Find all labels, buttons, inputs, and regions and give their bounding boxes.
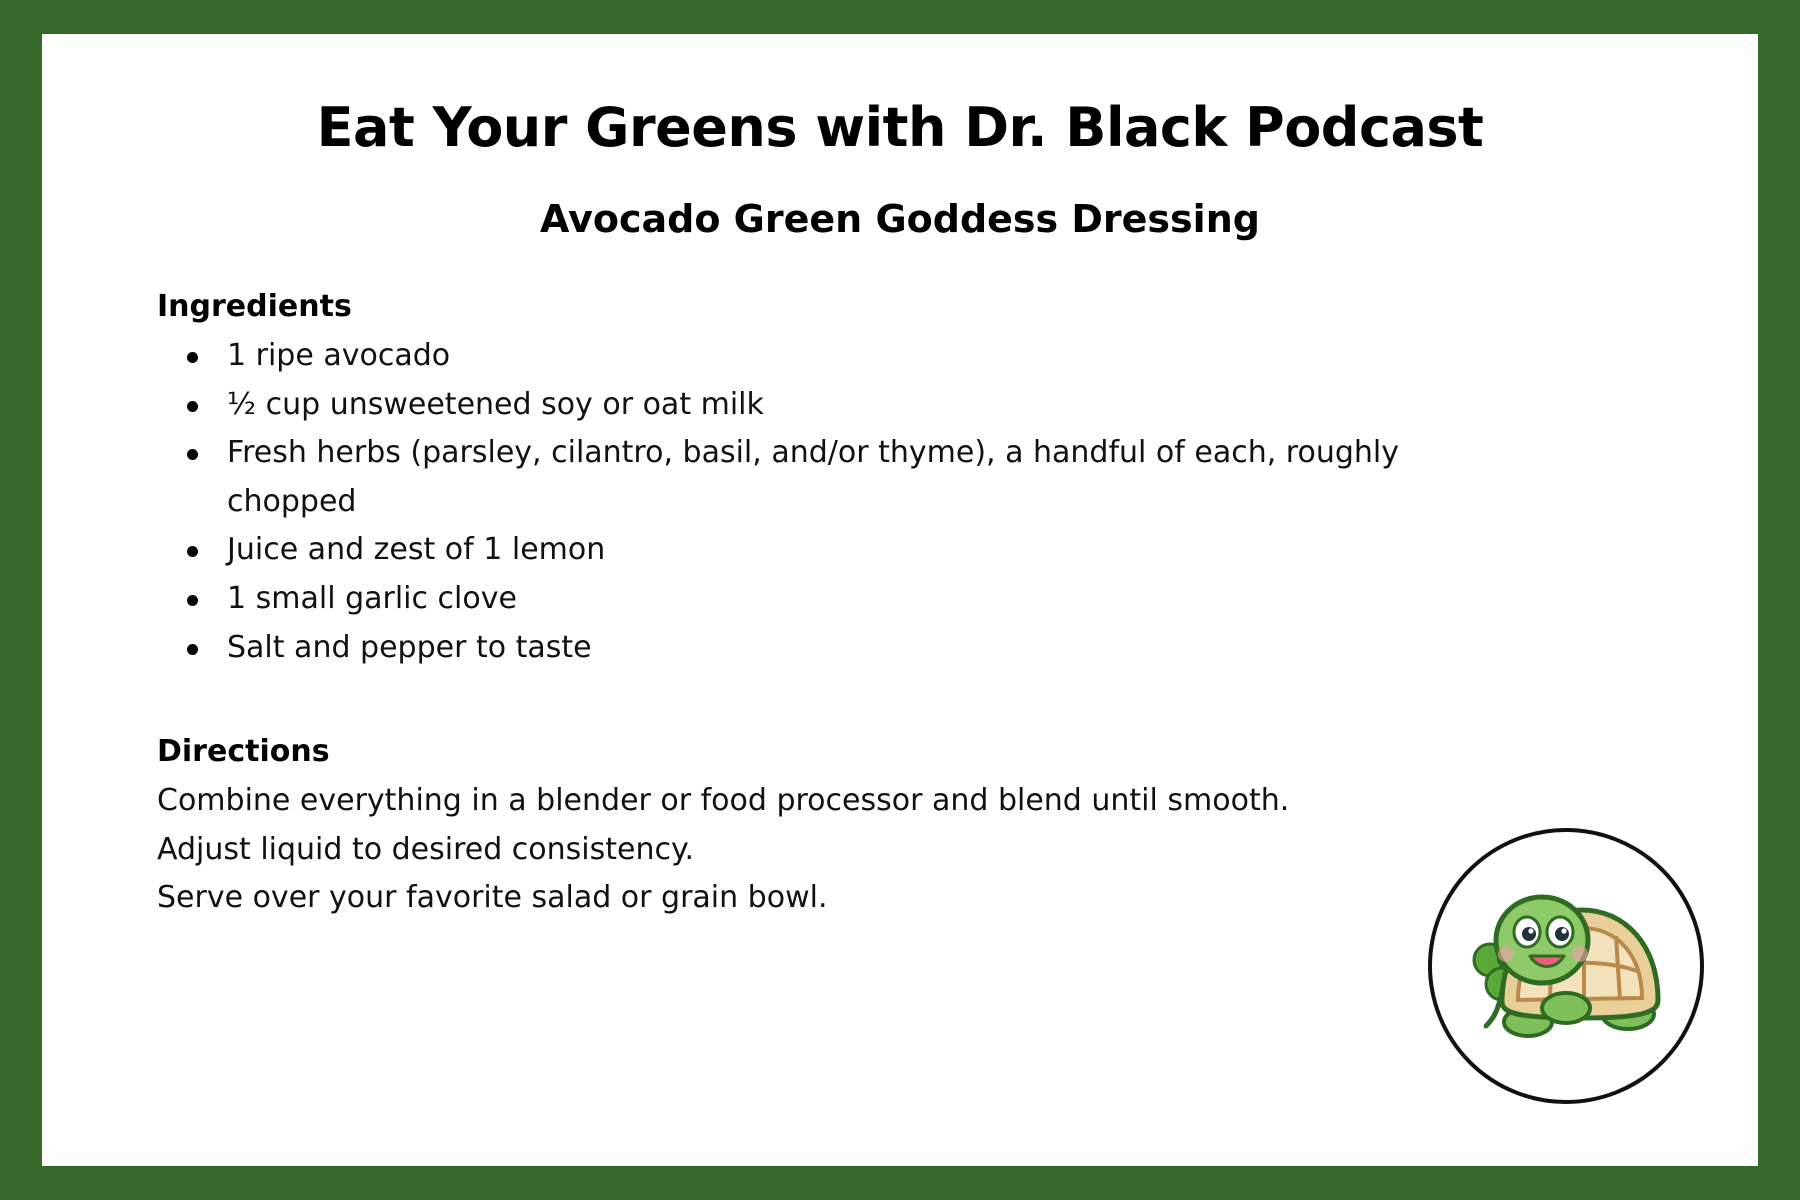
list-item: Juice and zest of 1 lemon (227, 526, 1527, 575)
page-title: Eat Your Greens with Dr. Black Podcast (316, 96, 1484, 159)
list-item: 1 small garlic clove (227, 575, 1527, 624)
list-item: Combine everything in a blender or food processor and blend until smooth. (157, 783, 1290, 819)
recipe-card (42, 34, 1758, 1166)
ingredients-list (42, 332, 1758, 672)
list-item: ½ cup unsweetened soy or oat milk (227, 381, 1527, 430)
ingredients-heading: Ingredients (157, 289, 352, 324)
list-item: Fresh herbs (parsley, cilantro, basil, and/or thyme), a handful of each, roughly chopped (227, 429, 1527, 526)
directions-list (42, 769, 1457, 923)
directions-heading: Directions (157, 734, 330, 770)
list-item: 1 ripe avocado (227, 332, 1527, 381)
recipe-subtitle: Avocado Green Goddess Dressing (540, 197, 1260, 241)
turtle-with-clover-icon (1428, 828, 1704, 1104)
list-item: Salt and pepper to taste (227, 624, 1527, 673)
list-item: Serve over your favorite salad or grain bowl. (157, 880, 828, 916)
list-item: Adjust liquid to desired consistency. (157, 831, 694, 867)
